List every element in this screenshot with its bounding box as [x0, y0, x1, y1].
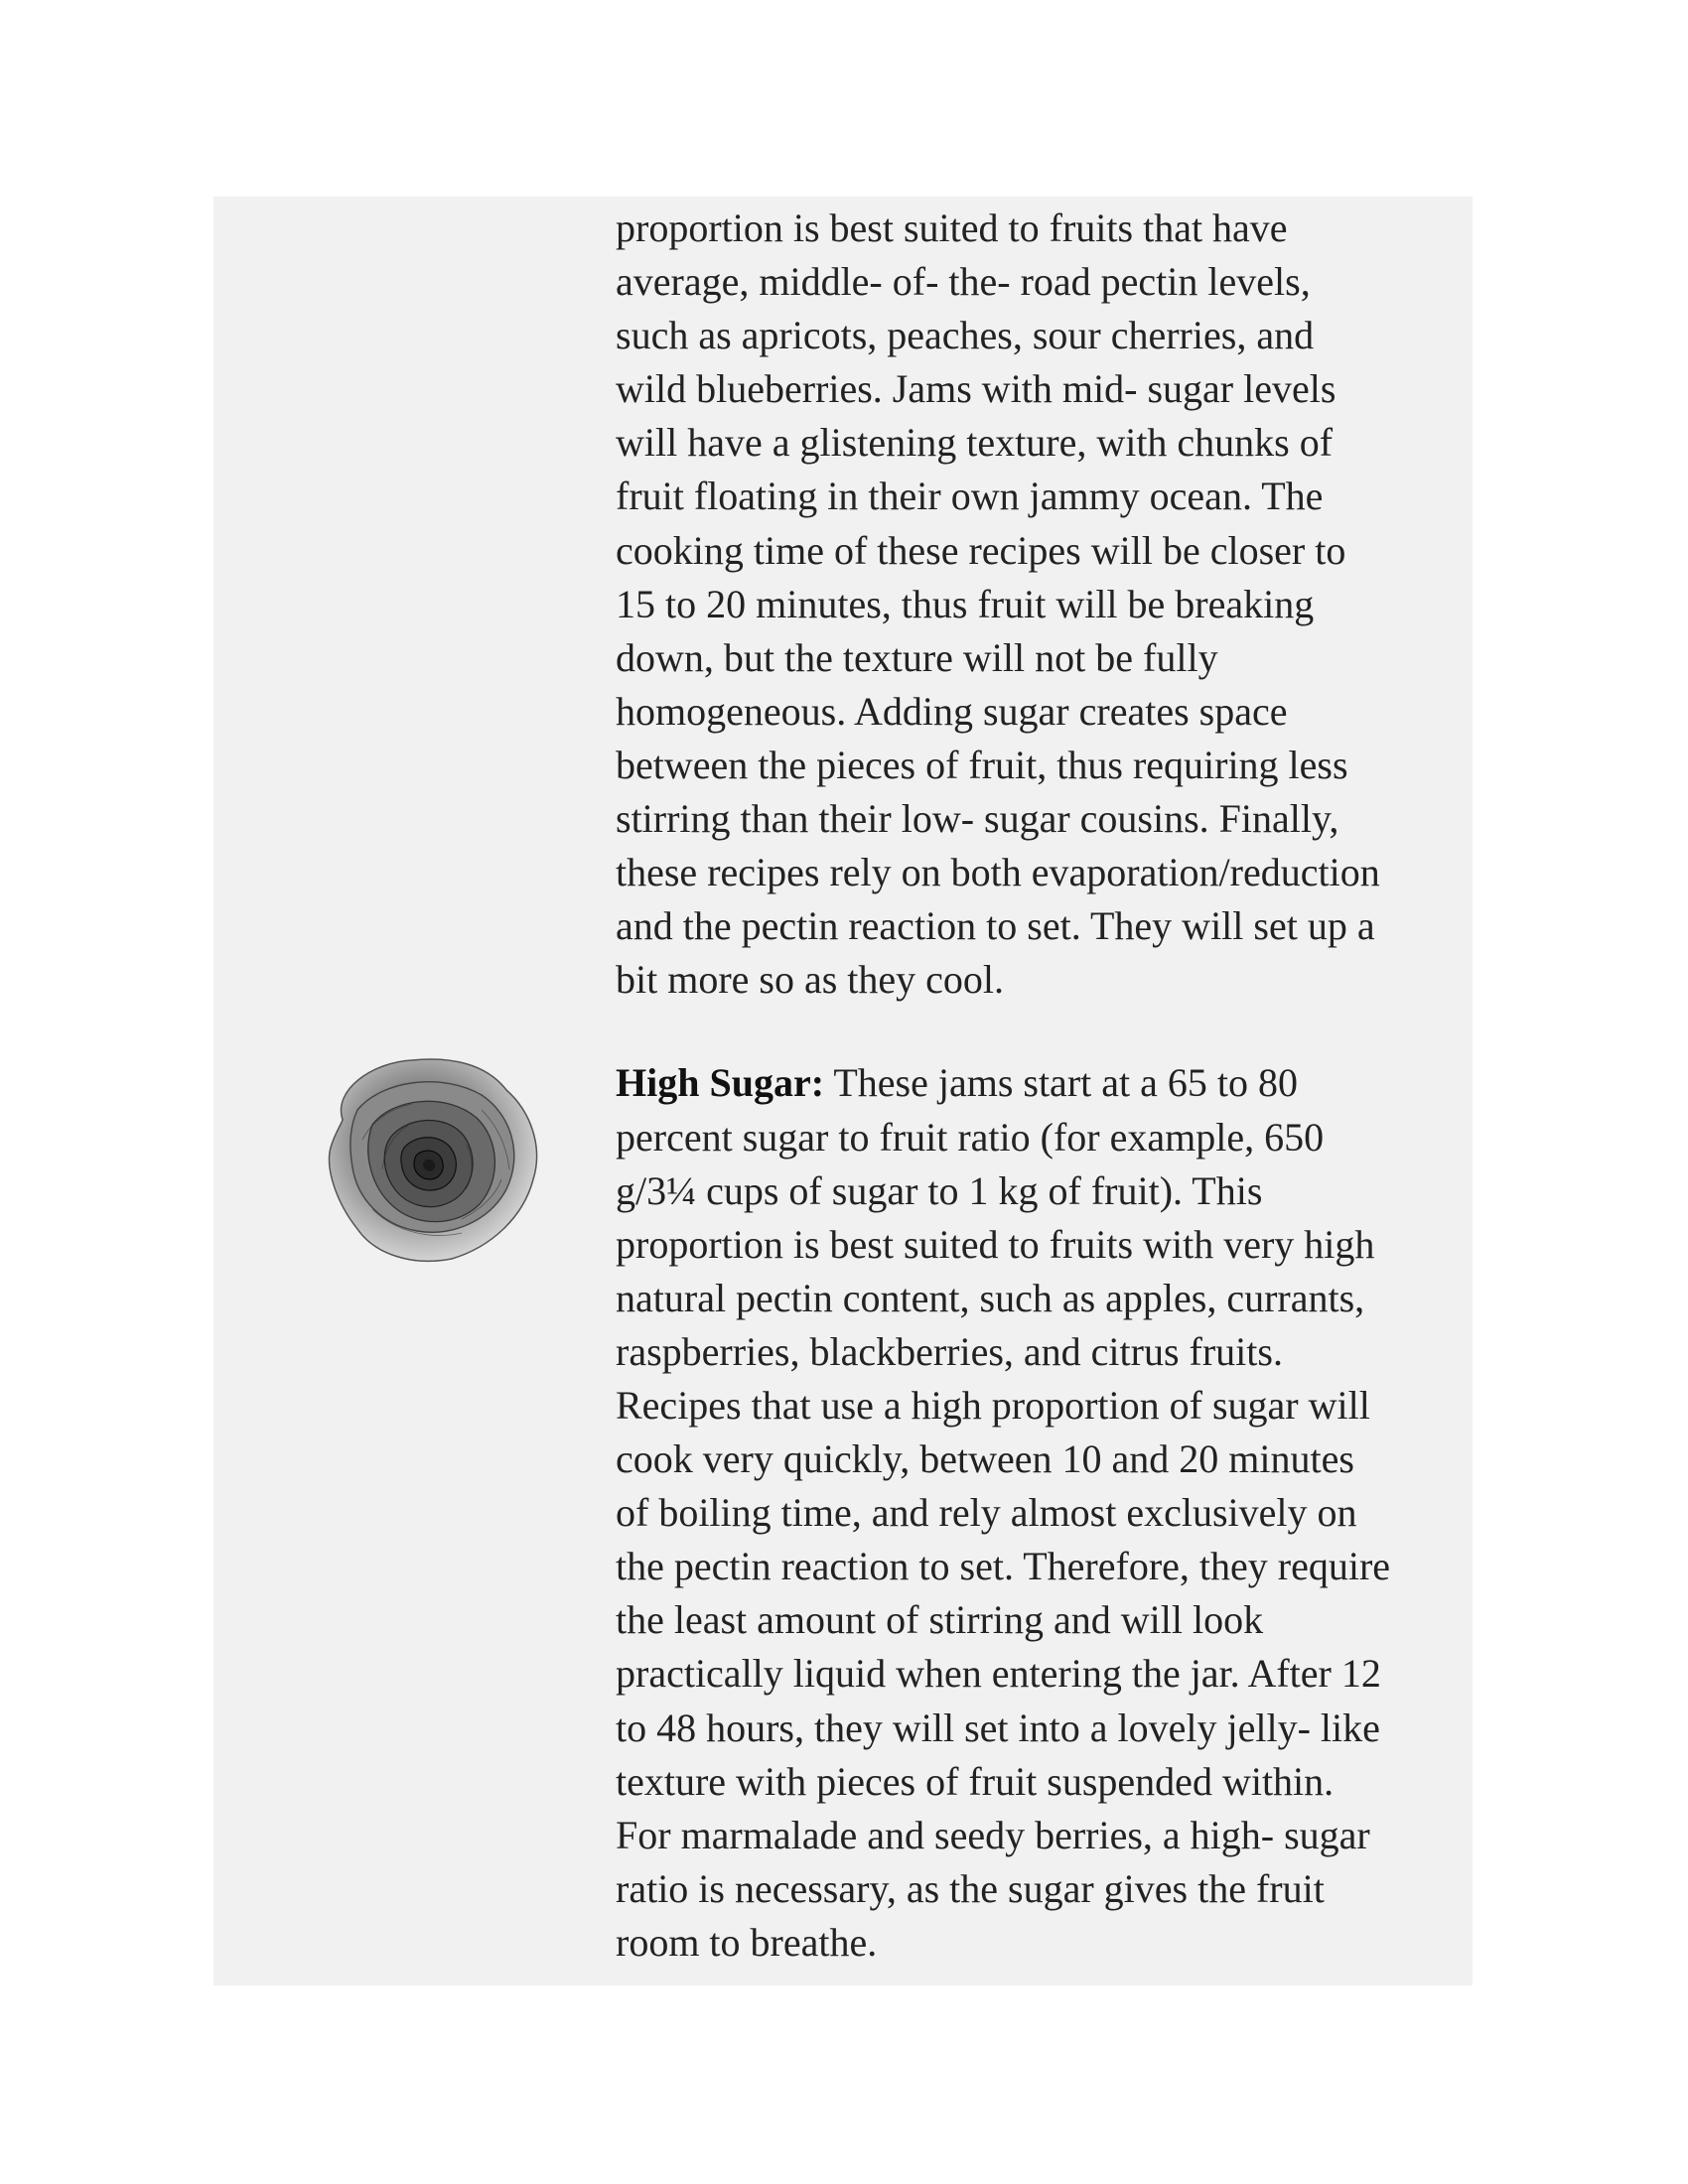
paragraph-high-sugar	[616, 1056, 1440, 1970]
body-text-column	[616, 202, 1440, 1970]
rose-illustration	[313, 1050, 551, 1267]
high-sugar-heading: High Sugar:	[616, 1060, 825, 1106]
paragraph-mid-sugar-continued: proportion is best suited to fruits that have average, middle- of- the- road pectin levels, such as apricots, peaches, sour cherries, and wild blueberries. Jams with mid- sugar levels will have a glistening texture, with chunks of fruit floating in their own jammy ocean. The cooking time of these recipes will be closer to 15 to 20 minutes, thus fruit will be breaking down, but the texture will not be fully homogeneous. Adding sugar creates space between the pieces of fruit, thus requiring less stirring than their low- sugar cousins. Finally, these recipes rely on both evaporation/reduction and the pectin reaction to set. They will set up a bit more so as they cool.	[616, 205, 1380, 1003]
high-sugar-body: These jams start at a 65 to 80 percent sugar to fruit ratio (for example, 650 g/3¼ cups of sugar to 1 kg of fruit). This proportion is best suited to fruits with very high natural pectin content, such as apples, currants, raspberries, blackberries, and citrus fruits. Recipes that use a high proportion of sugar will cook very quickly, between 10 and 20 minutes of boiling time, and rely almost exclusively on the pectin reaction to set. Therefore, they require the least amount of stirring and will look practically liquid when entering the jar. After 12 to 48 hours, they will set into a lovely jelly- like texture with pieces of fruit suspended within. For marmalade and seedy berries, a high- sugar ratio is necessary, as the sugar gives the fruit room to breathe.	[616, 1060, 1391, 1965]
